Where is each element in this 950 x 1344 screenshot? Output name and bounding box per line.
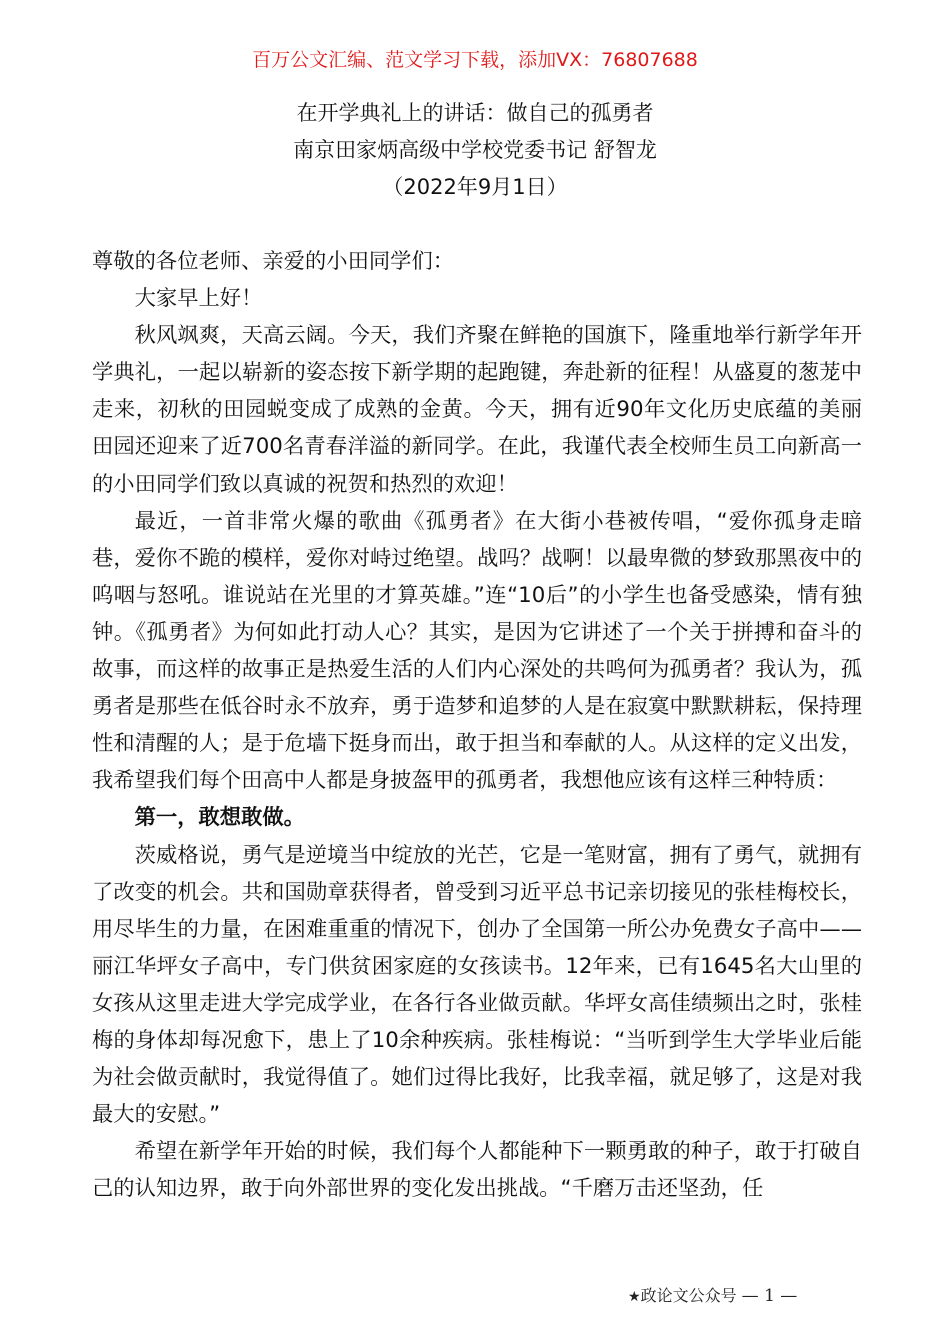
paragraph-courage: 茨威格说，勇气是逆境当中绽放的光芒，它是一笔财富，拥有了勇气，就拥有了改变的机会。共和国勋章获得者，曾受到习近平总书记亲切接见的张桂梅校长，用尽毕生的力量，在困难重重的情况下，创办了全国第一所公办免费女子高中——丽江华坪女子高中，专门供贫困家庭的女孩读书。12年来，已有1645名大山里的女孩从这里走进大学完成学业，在各行各业做贡献。华坪女高佳绩频出之时，张桂梅的身体却每况愈下，患上了10余种疾病。张桂梅说：“当听到学生大学毕业后能为社会做贡献时，我觉得值了。她们过得比我好，比我幸福，就足够了，这是对我最大的安慰。” [92,842,862,1128]
paragraph-opening: 秋风飒爽，天高云阔。今天，我们齐聚在鲜艳的国旗下，隆重地举行新学年开学典礼，一起以崭新的姿态按下新学期的起跑键，奔赴新的征程！从盛夏的葱茏中走来，初秋的田园蜕变成了成熟的金黄。今天，拥有近90年文化历史底蕴的美丽田园还迎来了近700名青春洋溢的新同学。在此，我谨代表全校师生员工向新高一的小田同学们致以真诚的祝贺和热烈的欢迎！ [92,323,862,497]
download-banner: 百万公文汇编、范文学习下载，添加VX：76807688 [252,49,698,71]
paragraph-hope: 希望在新学年开始的时候，我们每个人都能种下一颗勇敢的种子，敢于打破自己的认知边界，敢于向外部世界的变化发出挑战。“千磨万击还坚劲，任 [92,1139,862,1202]
document-title: 在开学典礼上的讲话：做自己的孤勇者 [296,101,654,125]
star-icon: ★ [628,1289,641,1305]
document-author: 南京田家炳高级中学校党委书记 舒智龙 [293,138,657,162]
greeting: 大家早上好！ [134,286,263,312]
paragraph-lone-brave: 最近，一首非常火爆的歌曲《孤勇者》在大街小巷被传唱，“爱你孤身走暗巷，爱你不跪的模样，爱你对峙过绝望。战吗？战啊！以最卑微的梦致那黑夜中的呜咽与怒吼。谁说站在光里的才算英雄。”连“10后”的小学生也备受感染，情有独钟。《孤勇者》为何如此打动人心？其实，是因为它讲述了一个关于拼搏和奋斗的故事，而这样的故事正是热爱生活的人们内心深处的共鸣何为孤勇者？我认为，孤勇者是那些在低谷时永不放弃，勇于造梦和追梦的人是在寂寞中默默耕耘，保持理性和清醒的人；是于危墙下挺身而出，敢于担当和奉献的人。从这样的定义出发，我希望我们每个田高中人都是身披盔甲的孤勇者，我想他应该有这样三种特质： [92,508,862,794]
footer-source: 政论文公众号 [640,1286,737,1305]
document-date: （2022年9月1日） [382,175,568,199]
speech-body [92,243,862,1207]
page-footer [628,1283,928,1310]
section-heading-first: 第一，敢想敢做。 [134,805,305,831]
document-header [0,95,950,206]
salutation: 尊敬的各位老师、亲爱的小田同学们： [92,249,455,274]
page-number: — 1 — [741,1286,798,1306]
